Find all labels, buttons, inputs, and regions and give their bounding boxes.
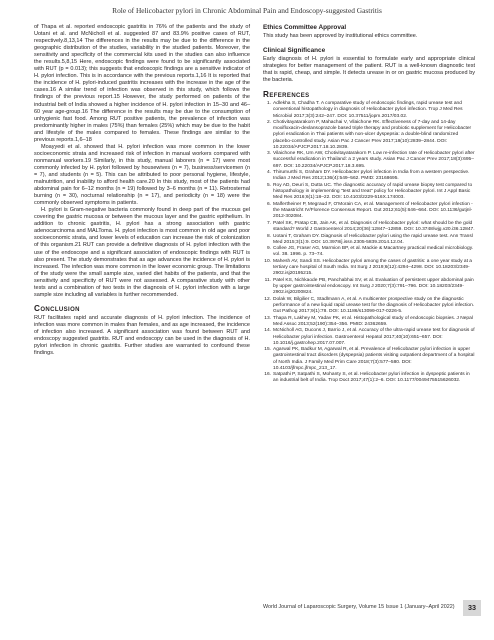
right-column [263, 24, 475, 385]
left-column [34, 24, 250, 357]
clinical-significance-text: Early diagnosis of H. pylori is essential to formulate early and appropriate clinical strategies for better management of the patient. RUT is a well-known diagnostic test that is rapid, cheap, and simple. It detects urease in or on gastric mucosa produced by the bacteria. [263, 56, 475, 84]
reference-text: Agarwal PK, Badkur M, Agarwal R, et al. Prevalence of Helicobacter pylori infection in upper gastrointestinal tract disorders (dyspepsia) patients visiting outpatient department of a hospital of North India. J Family Med Prim Care 2018;7(3):577–580. DOI: 10.4103/jfmpc.jfmpc_213_17. [273, 347, 475, 371]
reference-number: 5. [266, 182, 271, 188]
body-paragraph: of Thapa et al. reported endoscopic gastritis in 76% of the patients and the study of Uotani et al. and McNicholl et al. suggested 87 and 83.9% positive cases of RUT, respectively.8,13,14 The differences in the results may be due to the difference in the geographic distribution of the studies, variability in the studied patients. Moreover, the sensitivity and specificity of the commercial kits used in the studies can also influence the results.5,8,15 Here, endoscopic findings were found to be significantly associated with RUT (p = 0.013); this suggests that endoscopic findings are a sensitive indicator of H. pylori infection. This is in accordance with the previous reports.1,16 It is reported that the incidence of H. pylori-induced gastritis increases with the increase in the age of the cases.16 A similar trend of infection was observed in this study, which follows the findings of the previous report.15 However, the study performed on patients of the industrial belt of India showed a higher incidence of H. pylori infection in 15–30 and 46–60 year age-group.16 The difference in the results may be due to the consumption of unhygienic fast food. Among RUT positive patients, the prevalence of infection was predominantly higher in males (75%) than females (25%) which may be due to the habit and lifestyle of the males compared to females. These findings are similar to the previous reports.1,6–18 [34, 24, 250, 143]
reference-text: Chotivitayatarakorn P, Mahachai V, Vilaichone RK. Effectiveness of 7-day and 14-day moxifloxacin-dexlansoprazole based triple therapy and probiotic supplement for Helicobacter pylori eradication in Thai patients with non-ulcer dyspepsia: a double-blind randomized placebo-controlled study. Asian Pac J Cancer Prev 2017;18(10):2839–2844. DOI: 10.22034/APJCP.2017.18.10.2839. [273, 120, 472, 150]
reference-number: 9. [266, 246, 271, 252]
reference-item [263, 101, 475, 119]
reference-number: 14. [264, 328, 271, 334]
reference-text: Patel KS, Nichkaode PB, Panchabhai SV, et al. Evaluation of persistent upper abdominal pain by upper gastrointestinal endoscopy. Int Surg J 2020;7(3):791–796. DOI: 10.18203/2349-2902.isj20200824. [273, 277, 474, 296]
reference-text: McNicholl AG, Ducons J, Barrio J, et al. Accuracy of the ultra-rapid urease test for diagnosis of Helicobacter pylori infection. Gastroenterol Hepatol 2017;40(10):651–657. DOI: 10.1016/j.gastrohep.2017.07.007. [273, 328, 475, 346]
reference-number: 6. [266, 201, 271, 207]
references-heading: References [263, 90, 310, 100]
ethics-text: This study has been approved by institutional ethics committee. [263, 33, 418, 40]
reference-text: Mahesh AV, Sandi SS. Helicobacter pylori among the cases of gastritis: a one year study at a tertiary care hospital of South India. Int Surg J 2019;6(12):4294–4298. DOI: 10.18203/2349-2902.isj20195215. [273, 259, 472, 277]
conclusion-heading: Conclusion [34, 303, 80, 313]
reference-item [263, 259, 475, 277]
running-head-text: Role of Helicobacter pylori in Chronic Abdominal Pain and Endoscopy-suggested Gastritis [112, 6, 382, 15]
reference-text: Dolak W, Bilgilier C, Stadlmann A, et al. A multicenter prospective study on the diagnostic performance of a new liquid rapid urease test for the diagnosis of Helicobacter pylori infection. Gut Pathog 2017;9(1):78. DOI: 10.1186/s13099-017-0226-5. [273, 296, 475, 314]
reference-text: Roy AD, Deuri S, Dutta UC. The diagnostic accuracy of rapid urease biopsy test compared to histopathology in implementing "test and treat" policy for Helicobacter pylori. Int J Appl Basic Med Res 2016;6(1):18–22. DOI: 10.4103/2229-516X.174003. [273, 182, 473, 201]
reference-item [263, 120, 475, 150]
reference-text: Thirumurthi S, Graham DY. Helicobacter pylori infection in India from a western perspective. Indian J Med Res 2012;136(4):549–562. PMID: 23168695. [273, 170, 470, 182]
page-footer [0, 600, 494, 622]
conclusion-text: RUT facilitates rapid and accurate diagnosis of H. pylori infection. The incidence of infection was more common in males than females, and as age increased, the incidence of infection also increased. A significant association was found between RUT and endoscopy suggested gastritis. RUT and endoscopy can be used in the diagnosis of H. pylori infection in chronic gastritis. Further studies are warranted to confound these findings. [34, 314, 250, 357]
reference-item [263, 278, 475, 296]
reference-item [263, 170, 475, 182]
reference-item [263, 183, 475, 201]
reference-item [263, 221, 475, 233]
reference-number: 12. [264, 296, 271, 302]
reference-number: 8. [266, 233, 271, 239]
clinical-significance-heading: Clinical Significance [263, 47, 326, 55]
running-head [0, 6, 494, 15]
reference-item [263, 151, 475, 169]
reference-number: 2. [266, 120, 271, 126]
journal-footer: World Journal of Laparoscopic Surgery, Volume 15 Issue 1 (January–April 2022) [263, 604, 455, 610]
body-paragraph: H. pylori is Gram-negative bacteria commonly found in deep part of the mucous gel covering the gastric mucosa or between the mucous layer and the gastric epithelium. In addition to chronic gastritis, H. pylori has a strong association with gastric adenocarcinoma and MALToma. H. pylori infection is most common in old age and poor socioeconomic strata, and lower levels of education can increase the risk of colonization of this organism.21 RUT can provide a definitive diagnosis of H. pylori infection with the use of the endoscope and a significant association of endoscopic findings with RUT is also present. The study demonstrates that as age advances the incidence of H. pylori is increased. The infection was more common in the lower economic group. The limitations of the study were the small sample size, varied diet habits of the patients, and that the sensitivity and specificity of RUT were not assessed. A comparative study with other tests and a combination of two tests in the diagnosis of H. pylori infection with a large sample size including all variables is further recommended. [34, 207, 250, 298]
reference-item [263, 347, 475, 371]
reference-number: 4. [266, 170, 271, 176]
reference-text: Vilaichone RK, Um AW, Chotivitayatarakorn P. Low re-infection rate of Helicobacter pylori after successful eradication in Thailand: a 2 years study. Asian Pac J Cancer Prev 2017;18(3):695–697. DOI: 10.22034/APJCP.2017.18.3.695. [273, 151, 475, 169]
reference-text: Satpathi P, Satpathi S, Mohanty S, et al. Helicobacter pylori infection in dyspeptic patients in an industrial belt of India. Trop Doct 2017;47(1):2–6. DOI: 10.1177/0049475515626032. [273, 372, 470, 384]
reference-list [263, 101, 475, 384]
reference-item [263, 234, 475, 246]
reference-text: Malfertheiner P, Megraud F, O'Morain CA, et al. Management of Helicobacter pylori infection - the Maastricht IV/Florence Consensus Report. Gut 2012;61(5):646–664. DOI: 10.1136/gutjnl-2012-302084. [273, 201, 473, 220]
reference-item [263, 328, 475, 346]
reference-item [263, 372, 475, 384]
reference-number: 3. [266, 151, 271, 157]
reference-text: Adlekha S, Chadha T. A comparative study of endoscopic findings, rapid urease test and conventional histopathology in diagnosis of Helicobacter pylori infection. Trop J Med Res Microbiol 2017;3(3):242–247. DOI: 10.37511/jopm.2017/03.02. [273, 101, 463, 119]
ethics-heading: Ethics Committee Approval [263, 24, 347, 31]
body-paragraph: Moayyedi et al. showed that H. pylori infection was more common in the lower socioeconomic strata and increased risk of infection in manual workers compared with nonmanual workers.19 Similarly, in this study, manual laborers (n = 17) were most commonly infected by H. pylori followed by housewives (n = 7), business/servicemen (n = 7), and students (n = 5). This can be attributed to poor personal hygiene, lifestyle, malnutrition, and inability to afford health care.20 In this study, most of the patients had abdominal pain for 6–12 months (n = 19) followed by 3–6 months (n = 11). Retrosternal burning (n = 30), nocturnal relationship (n = 17), and periodicity (n = 18) were the commonly observed symptoms in patients. [34, 143, 250, 207]
reference-text: Thapa R, Lakhey M, Yadav PK, et al. Histopathological study of endoscopic biopsies. J Nepal Med Assoc 2013;52(190):354–356. PMID: 24362659. [273, 315, 473, 327]
reference-text: Patel SK, Pratap CB, Jain AK, et al. Diagnosis of Helicobacter pylori: what should be the gold standard? World J Gastroenterol 2014;20(36):12847–12859. DOI: 10.3748/wjg.v20.i36.12847. [273, 220, 475, 232]
reference-number: 7. [266, 220, 271, 226]
reference-item [263, 316, 475, 328]
reference-number: 10. [264, 259, 271, 265]
reference-item [263, 202, 475, 220]
reference-text: Uotani T, Graham DY. Diagnosis of Helicobacter pylori using the rapid urease test. Ann Transl Med 2015;3(1):9. DOI: 10.3978/j.issn.2305-5839.2014.12.04. [273, 233, 473, 245]
reference-item [263, 246, 475, 258]
reference-number: 11. [264, 277, 271, 283]
page-number: 33 [463, 600, 481, 616]
reference-number: 16. [264, 372, 271, 378]
reference-text: Collee JG, Fraser AG, Marmion BP, et al. Mackie & Macartney practical medical microbiology. vol. 38. 1996. p. 73–74. [273, 246, 474, 258]
reference-item [263, 297, 475, 315]
reference-number: 1. [266, 101, 271, 107]
reference-number: 13. [264, 315, 271, 321]
reference-number: 15. [264, 347, 271, 353]
